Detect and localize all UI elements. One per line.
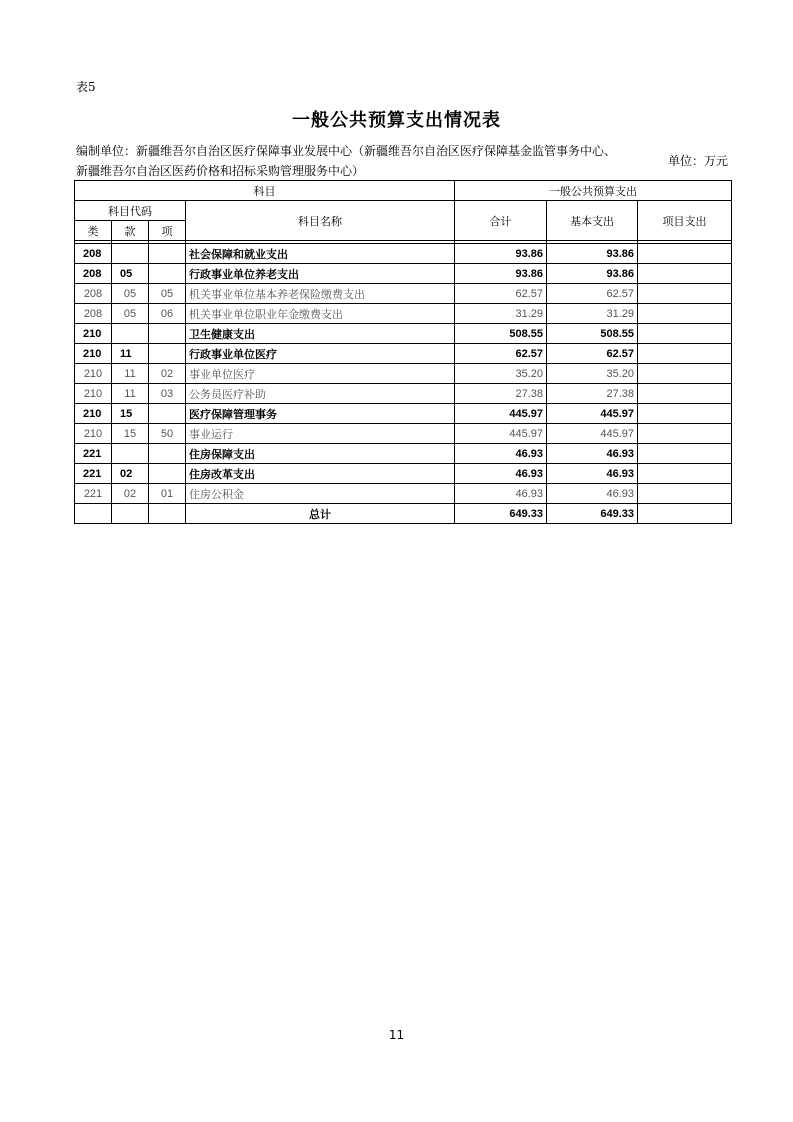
total-project bbox=[638, 504, 732, 524]
cell-lei: 210 bbox=[75, 364, 112, 384]
organization-line-2: 新疆维吾尔自治区医药价格和招标采购管理服务中心） bbox=[76, 164, 365, 178]
cell-project bbox=[638, 244, 732, 264]
budget-expenditure-table bbox=[74, 180, 732, 524]
cell-project bbox=[638, 484, 732, 504]
total-basic: 649.33 bbox=[547, 504, 638, 524]
table-row bbox=[75, 284, 732, 304]
cell-total: 445.97 bbox=[455, 424, 547, 444]
header-row-1 bbox=[75, 181, 732, 201]
cell-xiang bbox=[149, 464, 186, 484]
cell-basic: 31.29 bbox=[547, 304, 638, 324]
cell-xiang bbox=[149, 444, 186, 464]
cell-lei: 208 bbox=[75, 304, 112, 324]
cell-subject-name: 社会保障和就业支出 bbox=[186, 244, 455, 264]
table-row bbox=[75, 344, 732, 364]
cell-kuan: 11 bbox=[112, 384, 149, 404]
cell-total: 93.86 bbox=[455, 264, 547, 284]
cell-subject-name: 住房改革支出 bbox=[186, 464, 455, 484]
cell-total: 31.29 bbox=[455, 304, 547, 324]
unit-label: 单位：万元 bbox=[668, 154, 729, 168]
cell-xiang bbox=[149, 324, 186, 344]
cell-xiang: 02 bbox=[149, 364, 186, 384]
cell-xiang bbox=[149, 244, 186, 264]
cell-lei: 210 bbox=[75, 344, 112, 364]
cell-lei: 221 bbox=[75, 444, 112, 464]
cell-total: 46.93 bbox=[455, 484, 547, 504]
cell-basic: 27.38 bbox=[547, 384, 638, 404]
cell-basic: 46.93 bbox=[547, 484, 638, 504]
cell-project bbox=[638, 344, 732, 364]
cell-kuan bbox=[112, 244, 149, 264]
table-row bbox=[75, 464, 732, 484]
cell-total: 35.20 bbox=[455, 364, 547, 384]
header-subject: 科目 bbox=[75, 181, 455, 201]
header-xiang: 项 bbox=[149, 221, 186, 241]
cell-project bbox=[638, 304, 732, 324]
cell-kuan: 15 bbox=[112, 404, 149, 424]
cell-basic: 93.86 bbox=[547, 264, 638, 284]
cell-subject-name: 行政事业单位养老支出 bbox=[186, 264, 455, 284]
organization-line-1: 编制单位：新疆维吾尔自治区医疗保障事业发展中心（新疆维吾尔自治区医疗保障基金监管事务中心、 bbox=[76, 144, 617, 158]
table-row bbox=[75, 404, 732, 424]
cell-basic: 35.20 bbox=[547, 364, 638, 384]
table-row bbox=[75, 304, 732, 324]
cell-subject-name: 医疗保障管理事务 bbox=[186, 404, 455, 424]
cell-total: 62.57 bbox=[455, 284, 547, 304]
cell-lei: 210 bbox=[75, 424, 112, 444]
cell-project bbox=[638, 464, 732, 484]
cell-kuan: 15 bbox=[112, 424, 149, 444]
table-row bbox=[75, 484, 732, 504]
cell-lei: 208 bbox=[75, 244, 112, 264]
cell-subject-name: 公务员医疗补助 bbox=[186, 384, 455, 404]
cell-total: 62.57 bbox=[455, 344, 547, 364]
cell-lei: 210 bbox=[75, 384, 112, 404]
cell-xiang: 06 bbox=[149, 304, 186, 324]
total-row bbox=[75, 504, 732, 524]
cell-basic: 46.93 bbox=[547, 444, 638, 464]
cell-subject-name: 机关事业单位基本养老保险缴费支出 bbox=[186, 284, 455, 304]
cell-kuan bbox=[112, 444, 149, 464]
cell-basic: 62.57 bbox=[547, 284, 638, 304]
cell-total: 445.97 bbox=[455, 404, 547, 424]
header-total: 合计 bbox=[455, 201, 547, 241]
cell-project bbox=[638, 404, 732, 424]
cell-subject-name: 行政事业单位医疗 bbox=[186, 344, 455, 364]
cell-basic: 445.97 bbox=[547, 404, 638, 424]
cell-kuan: 02 bbox=[112, 464, 149, 484]
cell-total: 46.93 bbox=[455, 464, 547, 484]
cell-subject-name: 事业运行 bbox=[186, 424, 455, 444]
table-row bbox=[75, 424, 732, 444]
cell-kuan: 05 bbox=[112, 264, 149, 284]
cell-kuan bbox=[112, 324, 149, 344]
cell-xiang: 50 bbox=[149, 424, 186, 444]
cell-project bbox=[638, 264, 732, 284]
cell-subject-name: 机关事业单位职业年金缴费支出 bbox=[186, 304, 455, 324]
header-code-group: 科目代码 bbox=[75, 201, 186, 221]
cell-project bbox=[638, 324, 732, 344]
header-kuan: 款 bbox=[112, 221, 149, 241]
cell-subject-name: 卫生健康支出 bbox=[186, 324, 455, 344]
cell-project bbox=[638, 424, 732, 444]
table-row bbox=[75, 324, 732, 344]
cell-lei: 208 bbox=[75, 284, 112, 304]
cell-lei: 210 bbox=[75, 404, 112, 424]
organization-info bbox=[76, 141, 636, 181]
page-title: 一般公共预算支出情况表 bbox=[292, 110, 501, 131]
total-sum: 649.33 bbox=[455, 504, 547, 524]
cell-kuan: 11 bbox=[112, 344, 149, 364]
cell-basic: 508.55 bbox=[547, 324, 638, 344]
cell-xiang bbox=[149, 264, 186, 284]
cell-lei: 208 bbox=[75, 264, 112, 284]
cell-xiang: 01 bbox=[149, 484, 186, 504]
cell-xiang: 05 bbox=[149, 284, 186, 304]
cell-project bbox=[638, 284, 732, 304]
cell-kuan: 05 bbox=[112, 304, 149, 324]
page-number: 11 bbox=[388, 1028, 405, 1042]
cell-basic: 62.57 bbox=[547, 344, 638, 364]
header-basic: 基本支出 bbox=[547, 201, 638, 241]
cell-basic: 93.86 bbox=[547, 244, 638, 264]
cell-kuan: 11 bbox=[112, 364, 149, 384]
cell-xiang: 03 bbox=[149, 384, 186, 404]
cell-total: 93.86 bbox=[455, 244, 547, 264]
table-label: 表5 bbox=[76, 80, 96, 94]
cell-lei: 221 bbox=[75, 484, 112, 504]
table-row bbox=[75, 384, 732, 404]
header-budget-group: 一般公共预算支出 bbox=[455, 181, 732, 201]
cell-subject-name: 事业单位医疗 bbox=[186, 364, 455, 384]
cell-total: 46.93 bbox=[455, 444, 547, 464]
cell-total: 27.38 bbox=[455, 384, 547, 404]
cell-subject-name: 住房公积金 bbox=[186, 484, 455, 504]
cell-basic: 445.97 bbox=[547, 424, 638, 444]
cell-lei: 221 bbox=[75, 464, 112, 484]
cell-total: 508.55 bbox=[455, 324, 547, 344]
cell-project bbox=[638, 384, 732, 404]
cell-project bbox=[638, 444, 732, 464]
table-row bbox=[75, 364, 732, 384]
header-project: 项目支出 bbox=[638, 201, 732, 241]
header-lei: 类 bbox=[75, 221, 112, 241]
cell-kuan: 05 bbox=[112, 284, 149, 304]
table-row bbox=[75, 264, 732, 284]
cell-xiang bbox=[149, 344, 186, 364]
cell-lei: 210 bbox=[75, 324, 112, 344]
cell-basic: 46.93 bbox=[547, 464, 638, 484]
cell-xiang bbox=[149, 404, 186, 424]
header-row-2 bbox=[75, 201, 732, 221]
cell-subject-name: 住房保障支出 bbox=[186, 444, 455, 464]
table-row bbox=[75, 444, 732, 464]
header-subject-name: 科目名称 bbox=[186, 201, 455, 241]
total-label: 总计 bbox=[186, 504, 455, 524]
cell-project bbox=[638, 364, 732, 384]
table-row bbox=[75, 244, 732, 264]
cell-kuan: 02 bbox=[112, 484, 149, 504]
